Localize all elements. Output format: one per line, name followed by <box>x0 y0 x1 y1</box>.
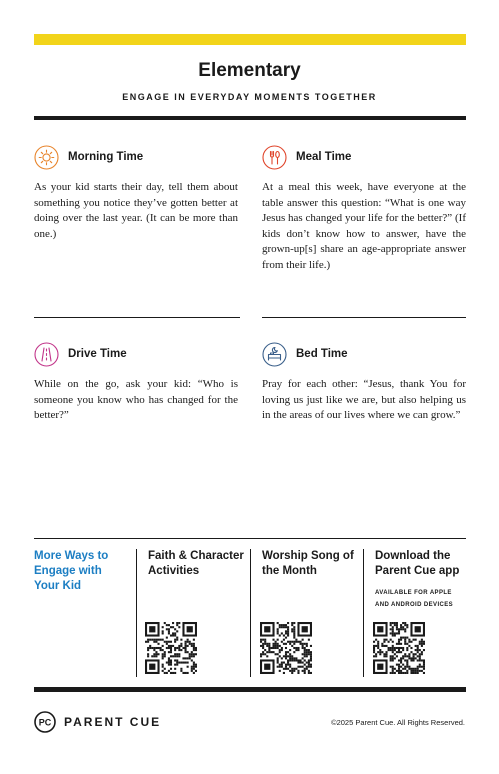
qr-code-icon[interactable] <box>145 622 197 674</box>
page-subtitle: ENGAGE IN EVERYDAY MOMENTS TOGETHER <box>122 92 377 102</box>
header-divider <box>34 116 466 120</box>
utensils-icon <box>262 145 287 170</box>
resource-subtitle: AVAILABLE FOR APPLE AND ANDROID DEVICES <box>375 590 454 608</box>
brand-name: PARENT CUE <box>64 715 162 729</box>
column-divider <box>363 549 364 677</box>
accent-bar <box>34 34 466 45</box>
resource-faith-activities <box>148 549 244 579</box>
section-divider <box>262 317 466 318</box>
more-ways-heading: More Ways to Engage with Your Kid <box>34 550 109 592</box>
moment-title: Morning Time <box>68 151 144 163</box>
parent-cue-logo <box>34 711 161 733</box>
sun-icon <box>34 145 59 170</box>
moment-morning-time <box>34 144 238 242</box>
footer-bottom-divider <box>34 687 466 692</box>
moment-title: Bed Time <box>296 348 348 360</box>
column-divider <box>250 549 251 677</box>
copyright-text: ©2025 Parent Cue. All Rights Reserved. <box>331 718 465 727</box>
parent-cue-logo-mark <box>34 711 56 733</box>
resource-title: Faith & Character Activities <box>148 550 244 577</box>
resource-title: Download the Parent Cue app <box>375 550 460 577</box>
moment-text: While on the go, ask your kid: “Who is someone you know who has changed for the better?” <box>34 378 238 422</box>
bed-moon-icon <box>262 342 287 367</box>
moment-meal-time <box>262 144 466 274</box>
moment-title: Meal Time <box>296 151 352 163</box>
resource-title: Worship Song of the Month <box>262 550 354 577</box>
moment-title: Drive Time <box>68 348 127 360</box>
resource-download-app <box>375 549 467 611</box>
qr-code-icon[interactable] <box>260 622 312 674</box>
qr-code-icon[interactable] <box>373 622 425 674</box>
moment-text: As your kid starts their day, tell them about something you notice they’ve gotten better at doing over the last year. (It can be more than one.) <box>34 181 238 240</box>
resource-worship-song <box>262 549 358 579</box>
column-divider <box>136 549 137 677</box>
page-title: Elementary <box>198 60 301 81</box>
footer-top-divider <box>34 538 466 539</box>
section-divider <box>34 317 240 318</box>
moment-text: At a meal this week, have everyone at the table answer this question: “What is one way Jesus has changed your life for the better?” (If kids don’t know how to answer, have the grown-up[s] share an age-appropriate answer from their life.) <box>262 181 466 271</box>
moment-bed-time <box>262 341 466 424</box>
road-icon <box>34 342 59 367</box>
svg-text:PC: PC <box>38 717 52 728</box>
moment-drive-time <box>34 341 238 424</box>
moment-text: Pray for each other: “Jesus, thank You for loving us just like we are, but also helping us in the areas of our lives where we can grow.” <box>262 378 466 422</box>
